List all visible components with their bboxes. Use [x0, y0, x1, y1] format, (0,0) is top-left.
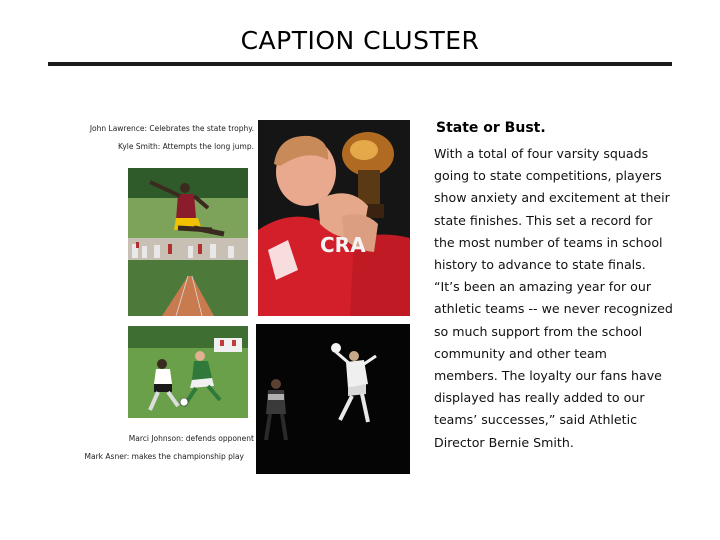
caption-defends-opponent: Marci Johnson: defends opponent	[128, 434, 254, 443]
page-title: CAPTION CLUSTER	[240, 26, 480, 55]
caption-long-jump: Kyle Smith: Attempts the long jump.	[118, 142, 254, 151]
soccer-defense-photo	[128, 326, 248, 418]
caption-trophy: John Lawrence: Celebrates the state trophy.	[89, 124, 254, 133]
trophy-photo	[258, 120, 410, 316]
title-divider	[48, 62, 672, 66]
svg-text:CRA: CRA	[320, 233, 366, 257]
caption-championship-play: Mark Asner: makes the championship play	[84, 452, 244, 461]
story-block	[434, 120, 674, 454]
story-headline: State or Bust.	[436, 120, 546, 136]
night-soccer-photo	[256, 324, 410, 474]
story-body: With a total of four varsity squads going to state competitions, players show anxiety and excitement at their state finishes. This set a record for the most number of teams in school history to advance to state finals. “It’s been an amazing year for our athletic teams -- we never recognized so much support from the school community and other team members. The loyalty our fans have displayed has really added to our teams’ successes,” said Athletic Director Bernie Smith.	[434, 146, 673, 450]
long-jump-photo	[128, 168, 248, 316]
